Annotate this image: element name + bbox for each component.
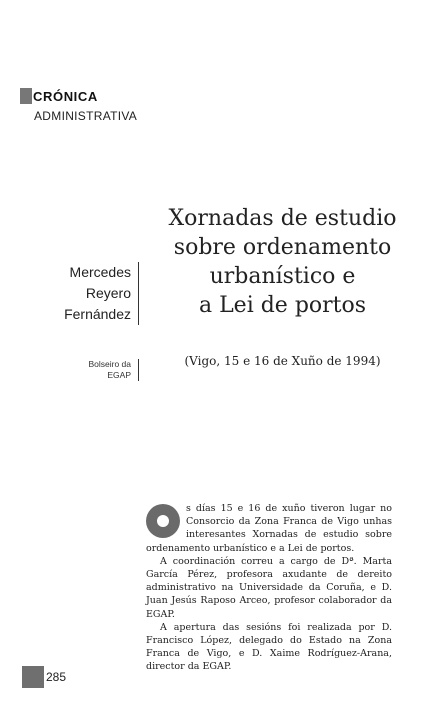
affiliation-line-1: Bolseiro da (88, 359, 131, 369)
dropcap-o-icon (146, 504, 180, 538)
title-line-2: sobre ordenamento (173, 235, 392, 260)
affiliation-line-2: EGAP (107, 370, 131, 380)
article-subtitle: (Vigo, 15 e 16 de Xuño de 1994) (184, 354, 381, 368)
author-name (64, 262, 139, 325)
paragraph-1-text: s días 15 e 16 de xuño tiveron lugar no Consorcio da Zona Franca de Vigo unhas interesantes Xornadas de estudio sobre ordenamento urbanístico e a Lei de portos. (146, 503, 392, 554)
section-marker-square (20, 88, 32, 104)
author-first-name: Mercedes (69, 264, 131, 280)
section-line-2 (20, 106, 137, 126)
section-title-administrativa: ADMINISTRATIVA (34, 109, 138, 123)
section-line-1 (20, 86, 137, 106)
section-title-cronica: CRÓNICA (33, 88, 98, 104)
author-surname-2: Fernández (64, 306, 131, 322)
body-paragraph-1 (146, 502, 392, 555)
body-paragraph-2: A coordinación correu a cargo de Dª. Marta García Pérez, profesora axudante de dereito administrativo na Universidade da Coruña, e D. Juan Jesús Raposo Arceo, profesor colaborador da EGAP. (146, 555, 392, 620)
page-number: 285 (46, 670, 67, 684)
title-line-3: urbanístico e (209, 264, 356, 289)
title-line-4: a Lei de portos (198, 293, 367, 318)
article-title (160, 204, 405, 320)
page-footer (22, 666, 66, 688)
author-surname-1: Reyero (85, 285, 131, 301)
footer-marker-square (22, 666, 44, 688)
section-header (20, 86, 137, 126)
author-affiliation (88, 359, 139, 381)
title-line-1: Xornadas de estudio (168, 206, 397, 231)
article-body (146, 502, 392, 674)
body-paragraph-3: A apertura das sesións foi realizada por D. Francisco López, delegado do Estado na Zona Franca de Vigo, e D. Xaime Rodríguez-Arana, director da EGAP. (146, 621, 392, 673)
